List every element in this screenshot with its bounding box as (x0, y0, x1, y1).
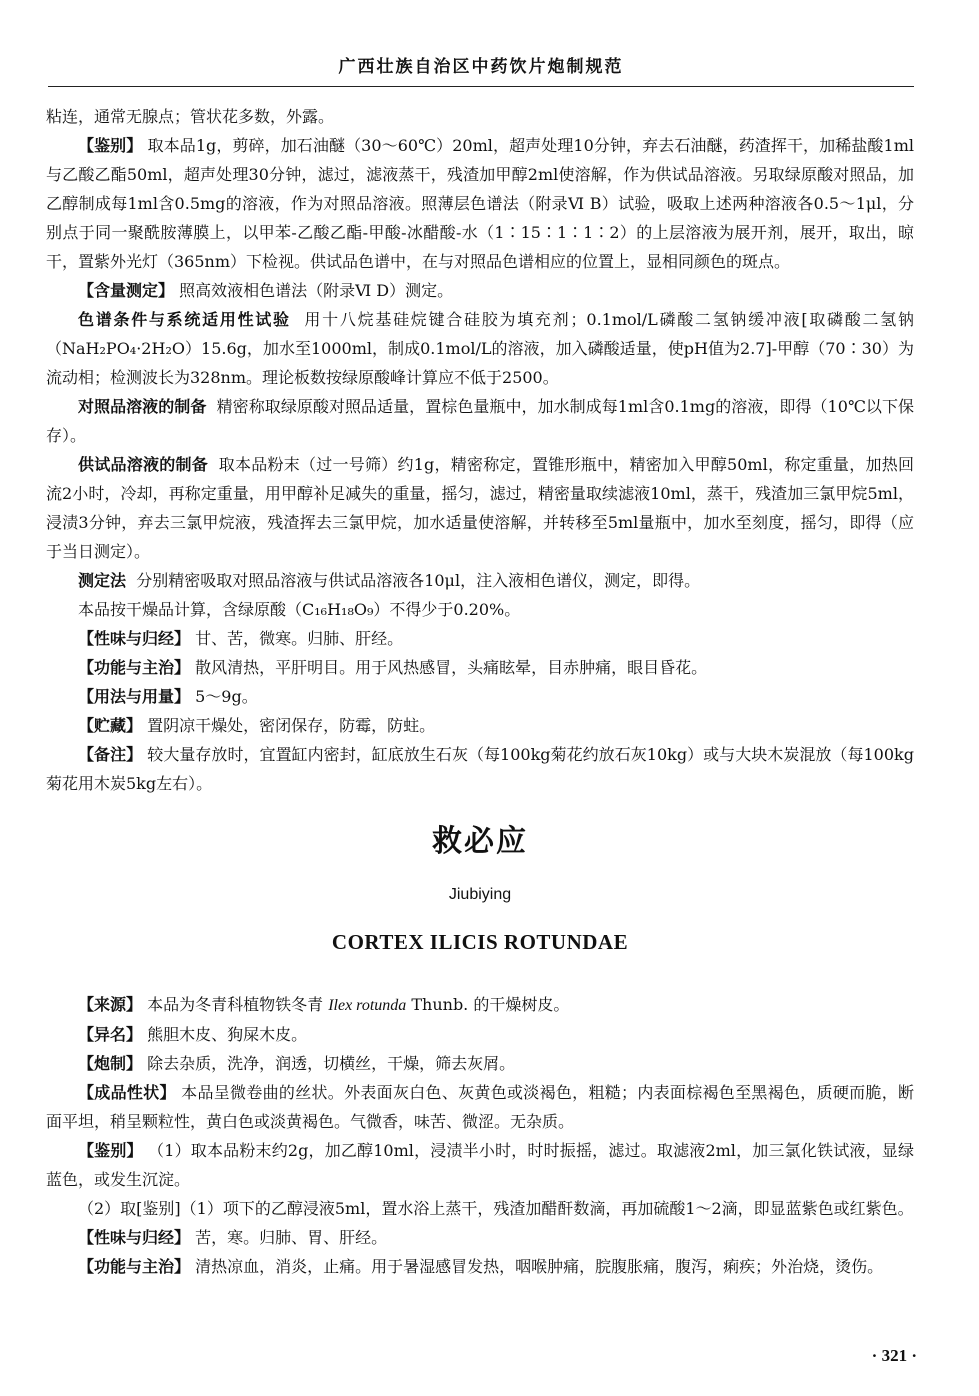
ref-text: 精密称取绿原酸对照品适量，置棕色量瓶中，加水制成每1ml含0.1mg的溶液，即得（10℃以下保存）。 (46, 397, 914, 445)
entry-title-latin: CORTEX ILICIS ROTUNDAE (331, 930, 629, 954)
function2-text: 清热凉血，消炎，止痛。用于暑湿感冒发热，咽喉肿痛，脘腹胀痛，腹泻，痢疾；外治烧，烫伤。 (195, 1257, 884, 1276)
chrom-paragraph (46, 305, 914, 392)
test-paragraph (46, 450, 914, 566)
entry-title-chinese: 救必应 (432, 824, 528, 859)
identify2-tag: 【鉴别】 (78, 1141, 143, 1160)
process-paragraph (46, 1049, 914, 1078)
page-content (46, 102, 914, 1281)
ref-paragraph (46, 392, 914, 450)
identify-text: 取本品1g，剪碎，加石油醚（30～60℃）20ml，超声处理10分钟，弃去石油醚，药渣挥干，加稀盐酸1ml与乙酸乙酯50ml，超声处理30分钟，滤过，滤液蒸干，残渣加甲醇2ml使溶解，作为供试品溶液。另取绿原酸对照品，加乙醇制成每1ml含0.5mg的溶液，作为对照品溶液。照薄层色谱法（附录Ⅵ B）试验，吸取上述两种溶液各0.5～1μl，分别点于同一聚酰胺薄膜上，以甲苯-乙酸乙酯-甲酸-冰醋酸-水（1∶15∶1∶1∶2）的上层溶液为展开剂，展开，取出，晾干，置紫外光灯（365nm）下检视。供试品色谱中，在与对照品色谱相应的位置上，显相同颜色的斑点。 (46, 136, 914, 271)
identify2-text-1: （1）取本品粉末约2g，加乙醇10ml，浸渍半小时，时时振摇，滤过。取滤液2ml，加三氯化铁试液，显绿蓝色，或发生沉淀。 (46, 1141, 914, 1189)
function2-tag: 【功能与主治】 (78, 1257, 191, 1276)
ref-tag: 对照品溶液的制备 (78, 397, 207, 416)
traits-text: 本品呈微卷曲的丝状。外表面灰白色、灰黄色或淡褐色，粗糙；内表面棕褐色至黑褐色，质硬而脆，断面平坦，稍呈颗粒性，黄白色或淡黄褐色。气微香，味苦、微涩。无杂质。 (46, 1083, 914, 1131)
nature2-tag: 【性味与归经】 (78, 1228, 191, 1247)
chrom-tag: 色谱条件与系统适用性试验 (78, 310, 291, 329)
traits-paragraph (46, 1078, 914, 1136)
storage-text: 置阴凉干燥处，密闭保存，防霉，防蛀。 (147, 716, 436, 735)
nature-paragraph (46, 624, 914, 653)
source-text-post: Thunb. 的干燥树皮。 (406, 995, 570, 1014)
usage-tag: 【用法与用量】 (78, 687, 191, 706)
method-paragraph (46, 566, 914, 595)
method-text: 分别精密吸取对照品溶液与供试品溶液各10μl，注入液相色谱仪，测定，即得。 (136, 571, 701, 590)
process-tag: 【炮制】 (78, 1054, 143, 1073)
source-paragraph (46, 990, 914, 1020)
note-paragraph (46, 740, 914, 798)
content-paragraph: 本品按干燥品计算，含绿原酸（C₁₆H₁₈O₉）不得少于0.20%。 (78, 600, 521, 619)
paragraph-continuation: 粘连，通常无腺点；管状花多数，外露。 (46, 107, 335, 126)
storage-tag: 【贮藏】 (78, 716, 143, 735)
function-text: 散风清热，平肝明目。用于风热感冒，头痛眩晕，目赤肿痛，眼目昏花。 (195, 658, 708, 677)
assay-tag: 【含量测定】 (78, 281, 175, 300)
storage-paragraph (46, 711, 914, 740)
usage-paragraph (46, 682, 914, 711)
header-rule (48, 86, 914, 87)
alias-text: 熊胆木皮、狗屎木皮。 (147, 1025, 308, 1044)
running-header: 广西壮族自治区中药饮片炮制规范 (338, 57, 624, 77)
identify-tag: 【鉴别】 (78, 136, 143, 155)
alias-tag: 【异名】 (78, 1025, 143, 1044)
chrom-text: 用十八烷基硅烷键合硅胶为填充剂；0.1mol/L磷酸二氢钠缓冲液[取磷酸二氢钠（NaH₂PO₄·2H₂O）15.6g，加水至1000ml，制成0.1mol/L的溶液，加入磷酸适量，使pH值为2.7]-甲醇（70∶30）为流动相；检测波长为328nm。理论板数按绿原酸峰计算应不低于2500。 (46, 310, 914, 387)
assay-text: 照高效液相色谱法（附录Ⅵ D）测定。 (179, 281, 454, 300)
nature2-text: 苦，寒。归肺、胃、肝经。 (195, 1228, 388, 1247)
page-number: · 321 · (871, 1346, 917, 1365)
source-latin-name: Ilex rotunda (328, 997, 407, 1014)
note-tag: 【备注】 (78, 745, 143, 764)
identify2-paragraph-2: （2）取[鉴别]（1）项下的乙醇浸液5ml，置水浴上蒸干，残渣加醋酐数滴，再加硫酸1～2滴，即显蓝紫色或红紫色。 (78, 1199, 914, 1218)
usage-text: 5～9g。 (195, 687, 258, 706)
method-tag: 测定法 (78, 571, 127, 590)
identify-paragraph (46, 131, 914, 276)
nature-text: 甘、苦，微寒。归肺、肝经。 (195, 629, 404, 648)
function2-paragraph (46, 1252, 914, 1281)
source-tag: 【来源】 (78, 995, 143, 1014)
test-tag: 供试品溶液的制备 (78, 455, 209, 474)
function-paragraph (46, 653, 914, 682)
nature2-paragraph (46, 1223, 914, 1252)
process-text: 除去杂质，洗净，润透，切横丝，干燥，筛去灰屑。 (147, 1054, 516, 1073)
entry-title-pinyin: Jiubiying (448, 886, 512, 903)
traits-tag: 【成品性状】 (78, 1083, 176, 1102)
source-text-pre: 本品为冬青科植物铁冬青 (147, 995, 329, 1014)
nature-tag: 【性味与归经】 (78, 629, 191, 648)
identify2-paragraph (46, 1136, 914, 1194)
note-text: 较大量存放时，宜置缸内密封，缸底放生石灰（每100kg菊花约放石灰10kg）或与大块木炭混放（每100kg菊花用木炭5kg左右）。 (46, 745, 914, 793)
alias-paragraph (46, 1020, 914, 1049)
function-tag: 【功能与主治】 (78, 658, 191, 677)
test-text: 取本品粉末（过一号筛）约1g，精密称定，置锥形瓶中，精密加入甲醇50ml，称定重量，加热回流2小时，冷却，再称定重量，用甲醇补足减失的重量，摇匀，滤过，精密量取续滤液10ml，蒸干，残渣加三氯甲烷5ml，浸渍3分钟，弃去三氯甲烷液，残渣挥去三氯甲烷，加水适量使溶解，并转移至5ml量瓶中，加水至刻度，摇匀，即得（应于当日测定）。 (46, 455, 914, 561)
assay-paragraph (46, 276, 914, 305)
